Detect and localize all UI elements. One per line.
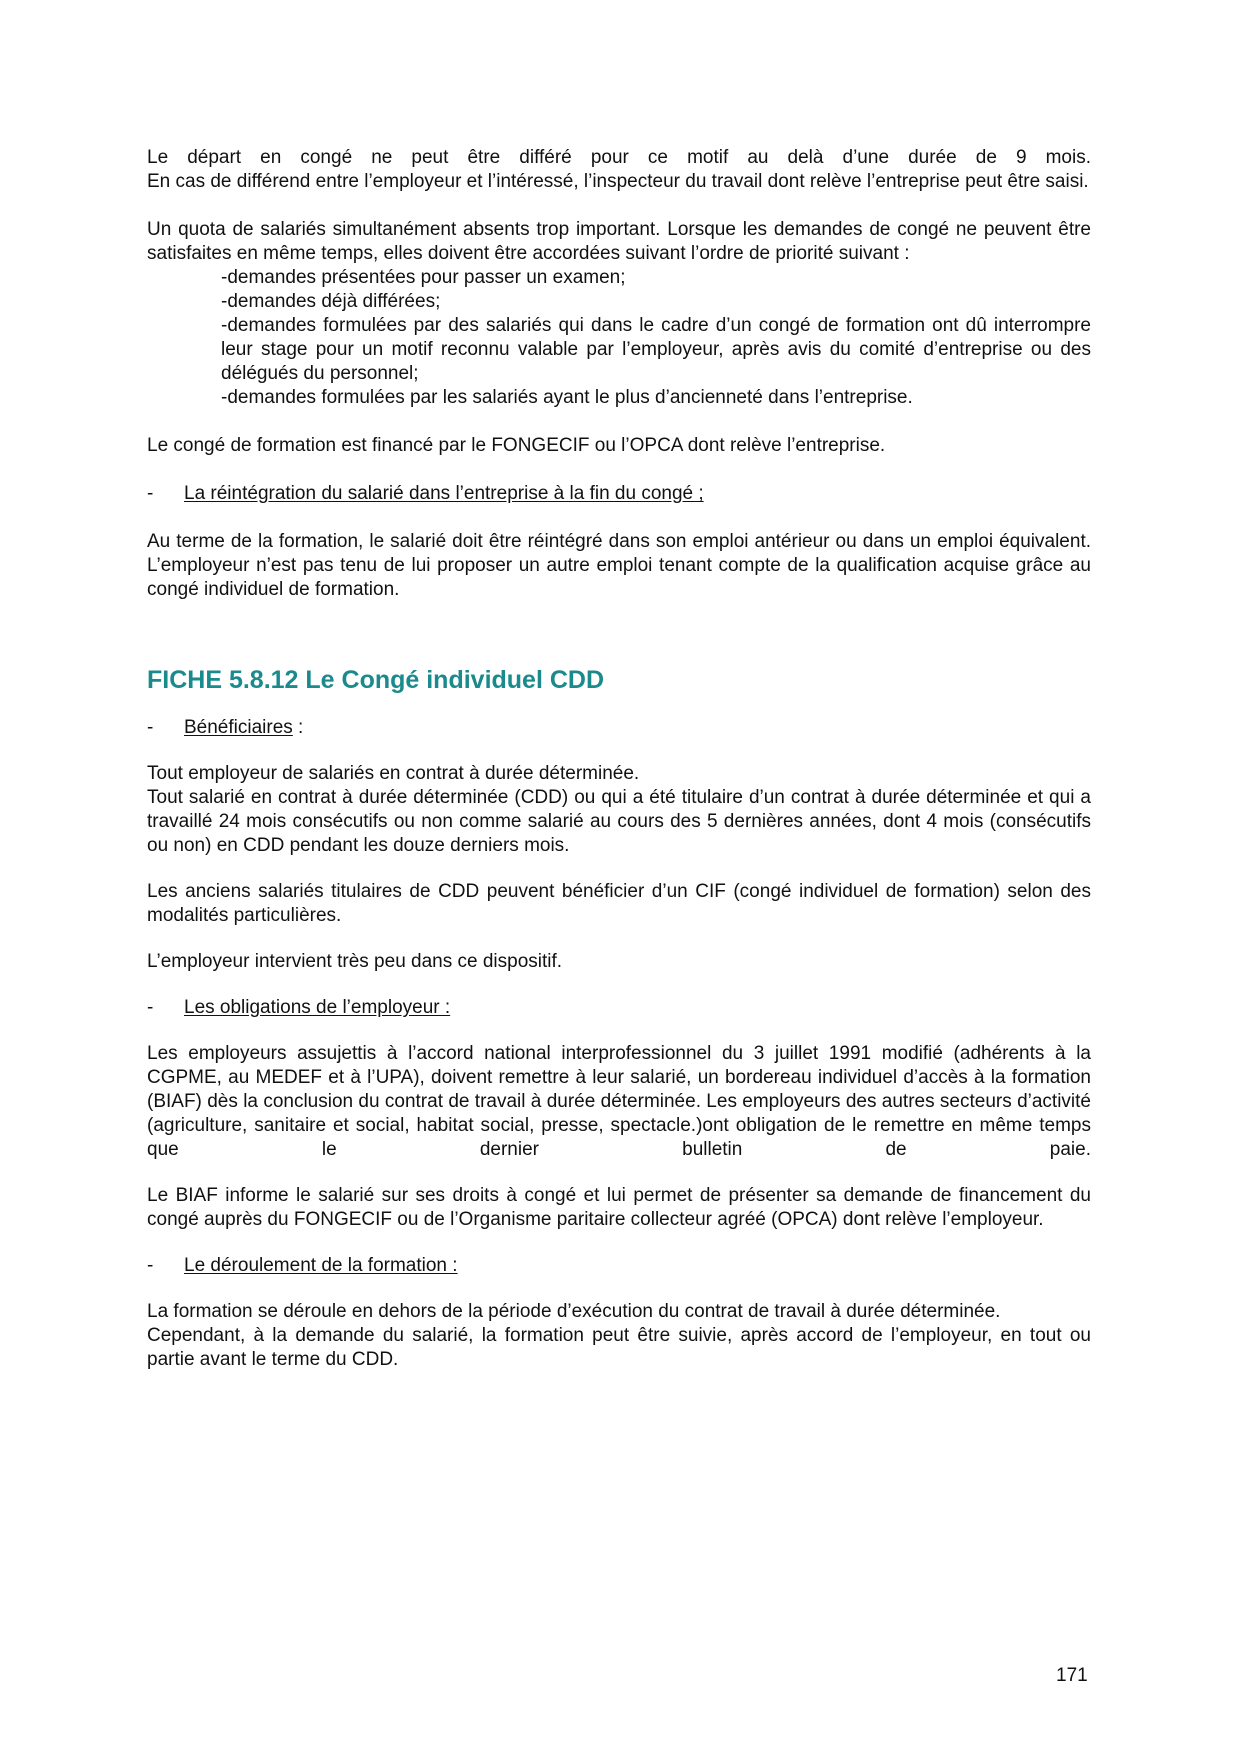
- paragraph-dispute: En cas de différend entre l’employeur et l’intéressé, l’inspecteur du travail dont relève l’entreprise peut être saisi.: [147, 171, 1089, 192]
- paragraph-employer-role: L’employeur intervient très peu dans ce dispositif.: [147, 951, 563, 972]
- priority-item-interrupted: -demandes formulées par des salariés qui dans le cadre d’un congé de formation ont dû interrompre leur stage pour un motif reconnu valable par l’employeur, après avis du comité d’entreprise ou des délégués du personnel;: [221, 315, 1091, 384]
- paragraph-quota: Un quota de salariés simultanément absents trop important. Lorsque les demandes de congé ne peuvent être satisfaites en même temps, elles doivent être accordées suivant l’ordre de priorité suivant :: [147, 219, 1091, 264]
- page-number: 171: [1056, 1665, 1088, 1686]
- paragraph-employer-eligible: Tout employeur de salariés en contrat à durée déterminée.: [147, 763, 640, 784]
- fiche-title: FICHE 5.8.12 Le Congé individuel CDD: [147, 666, 605, 694]
- beneficiaires-heading-suffix: :: [292, 717, 304, 738]
- section-heading-obligations: [147, 996, 1091, 1020]
- paragraph-financing: Le congé de formation est financé par le FONGECIF ou l’OPCA dont relève l’entreprise.: [147, 435, 886, 456]
- paragraph-report-limit: Le départ en congé ne peut être différé pour ce motif au delà d’une durée de 9 mois.: [147, 147, 1091, 168]
- reintegration-heading-label: La réintégration du salarié dans l’entreprise à la fin du congé ;: [184, 483, 704, 504]
- deroulement-heading-label: Le déroulement de la formation :: [184, 1255, 458, 1276]
- paragraph-former-employees: Les anciens salariés titulaires de CDD peuvent bénéficier d’un CIF (congé individuel de formation) selon des modalités particulières.: [147, 881, 1091, 926]
- paragraph-biaf: Le BIAF informe le salarié sur ses droits à congé et lui permet de présenter sa demande de financement du congé auprès du FONGECIF ou de l’Organisme paritaire collecteur agréé (OPCA) dont relève l’employeur.: [147, 1185, 1091, 1230]
- list-dash: -: [147, 483, 154, 504]
- document-page: [147, 146, 1091, 1372]
- paragraph-obligations: Les employeurs assujettis à l’accord national interprofessionnel du 3 juillet 1991 modifié (adhérents à la CGPME, au MEDEF et à l’UPA), doivent remettre à leur salarié, un bordereau individuel d’accès à la formation (BIAF) dès la conclusion du contrat de travail à durée déterminée. Les employeurs des autres secteurs d’activité (agriculture, sanitaire et social, habitat social, presse, spectacle.)ont obligation de le remettre en même temps que le dernier bulletin de paie.: [147, 1043, 1091, 1160]
- paragraph-training-before-end: Cependant, à la demande du salarié, la formation peut être suivie, après accord de l’employeur, en tout ou partie avant le terme du CDD.: [147, 1325, 1091, 1370]
- paragraph-reintegration: Au terme de la formation, le salarié doit être réintégré dans son emploi antérieur ou dans un emploi équivalent. L’employeur n’est pas tenu de lui proposer un autre emploi tenant compte de la qualification acquise grâce au congé individuel de formation.: [147, 531, 1091, 600]
- section-heading-reintegration: [147, 482, 1091, 506]
- paragraph-training-period: La formation se déroule en dehors de la période d’exécution du contrat de travail à durée déterminée.: [147, 1301, 1001, 1322]
- list-dash: -: [147, 997, 154, 1018]
- section-heading-deroulement: [147, 1254, 1091, 1278]
- priority-item-seniority: -demandes formulées par les salariés ayant le plus d’ancienneté dans l’entreprise.: [221, 387, 913, 408]
- priority-list: [147, 266, 1091, 410]
- list-dash: -: [147, 1255, 154, 1276]
- obligations-heading-label: Les obligations de l’employeur :: [184, 997, 451, 1018]
- beneficiaires-heading-label: Bénéficiaires: [184, 717, 293, 738]
- section-heading-beneficiaires: [147, 716, 1091, 740]
- list-dash: -: [147, 717, 154, 738]
- priority-item-exam: -demandes présentées pour passer un examen;: [221, 267, 626, 288]
- priority-item-deferred: -demandes déjà différées;: [221, 291, 441, 312]
- paragraph-employee-eligible: Tout salarié en contrat à durée déterminée (CDD) ou qui a été titulaire d’un contrat à durée déterminée et qui a travaillé 24 mois consécutifs ou non comme salarié au cours des 5 dernières années, dont 4 mois (consécutifs ou non) en CDD pendant les douze derniers mois.: [147, 787, 1091, 856]
